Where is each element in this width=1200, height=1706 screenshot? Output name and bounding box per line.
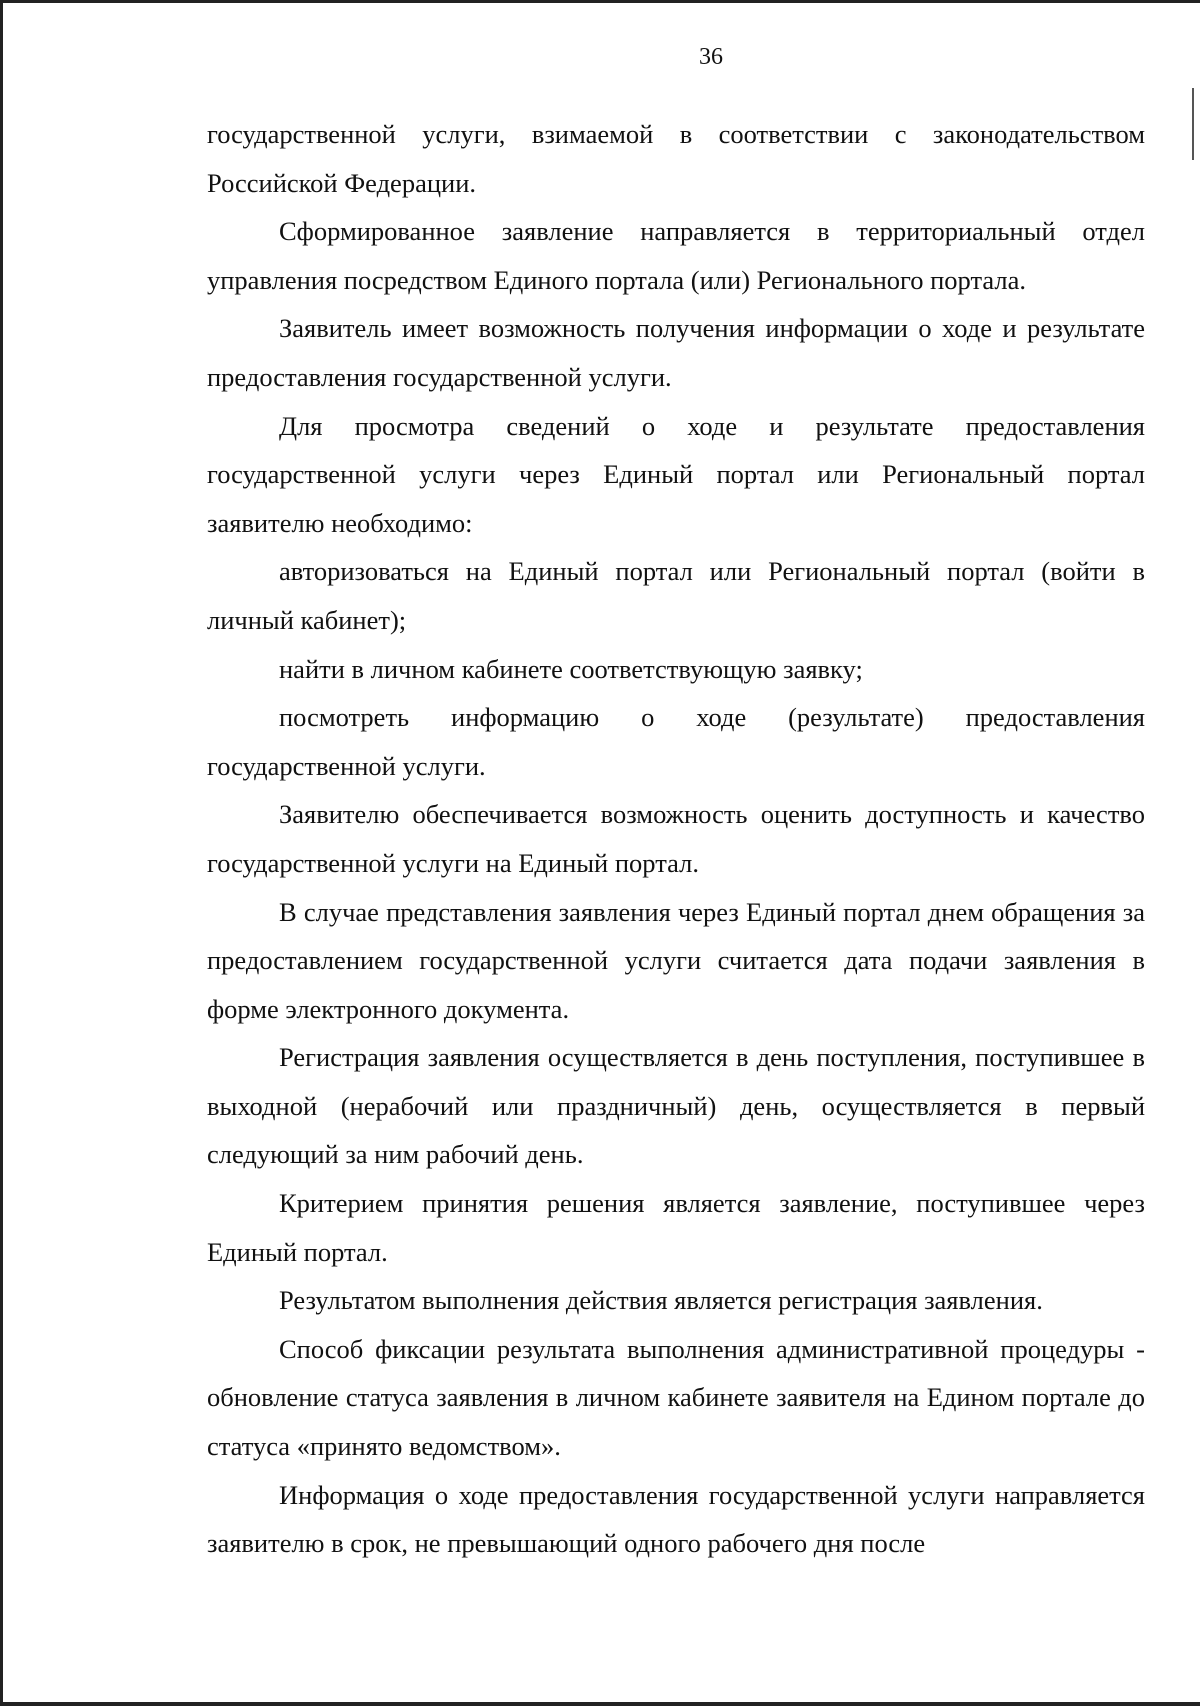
- paragraph: В случае представления заявления через Единый портал днем обращения за предоставлением государственной услуги считается дата подачи заявления в форме электронного документа.: [207, 896, 1145, 1024]
- paragraph: Информация о ходе предоставления государственной услуги направляется заявителю в срок, не превышающий одного рабочего дня после: [207, 1479, 1145, 1559]
- paragraph: Результатом выполнения действия является регистрация заявления.: [279, 1285, 1043, 1316]
- paragraph: посмотреть информацию о ходе (результате) предоставления государственной услуги.: [207, 702, 1145, 781]
- paragraph: государственной услуги, взимаемой в соответствии с законодательством Российской Федерации.: [207, 119, 1145, 198]
- paragraph: Сформированное заявление направляется в территориальный отдел управления посредством Единого портала (или) Регионального портала.: [207, 216, 1145, 295]
- page-number: 36: [699, 44, 723, 70]
- scan-edge-mark: [1192, 88, 1194, 160]
- scan-border-top: [0, 0, 1200, 3]
- document-body: [207, 110, 1145, 1568]
- scan-border-bottom: [0, 1702, 1200, 1706]
- paragraph: Заявителю обеспечивается возможность оценить доступность и качество государственной услуги на Единый портал.: [207, 799, 1145, 878]
- paragraph: Критерием принятия решения является заявление, поступившее через Единый портал.: [207, 1188, 1145, 1267]
- paragraph: Заявитель имеет возможность получения информации о ходе и результате предоставления государственной услуги.: [207, 313, 1145, 392]
- paragraph: Для просмотра сведений о ходе и результате предоставления государственной услуги через Единый портал или Региональный портал заявителю необходимо:: [207, 410, 1145, 538]
- paragraph: авторизоваться на Единый портал или Региональный портал (войти в личный кабинет);: [207, 556, 1145, 635]
- scan-border-left: [0, 0, 3, 1706]
- paragraph: Регистрация заявления осуществляется в день поступления, поступившее в выходной (нерабочий или праздничный) день, осуществляется в первый следующий за ним рабочий день.: [207, 1042, 1145, 1170]
- paragraph: найти в личном кабинете соответствующую заявку;: [279, 653, 863, 684]
- paragraph: Способ фиксации результата выполнения административной процедуры - обновление статуса заявления в личном кабинете заявителя на Едином портале до статуса «принято ведомством».: [207, 1333, 1145, 1462]
